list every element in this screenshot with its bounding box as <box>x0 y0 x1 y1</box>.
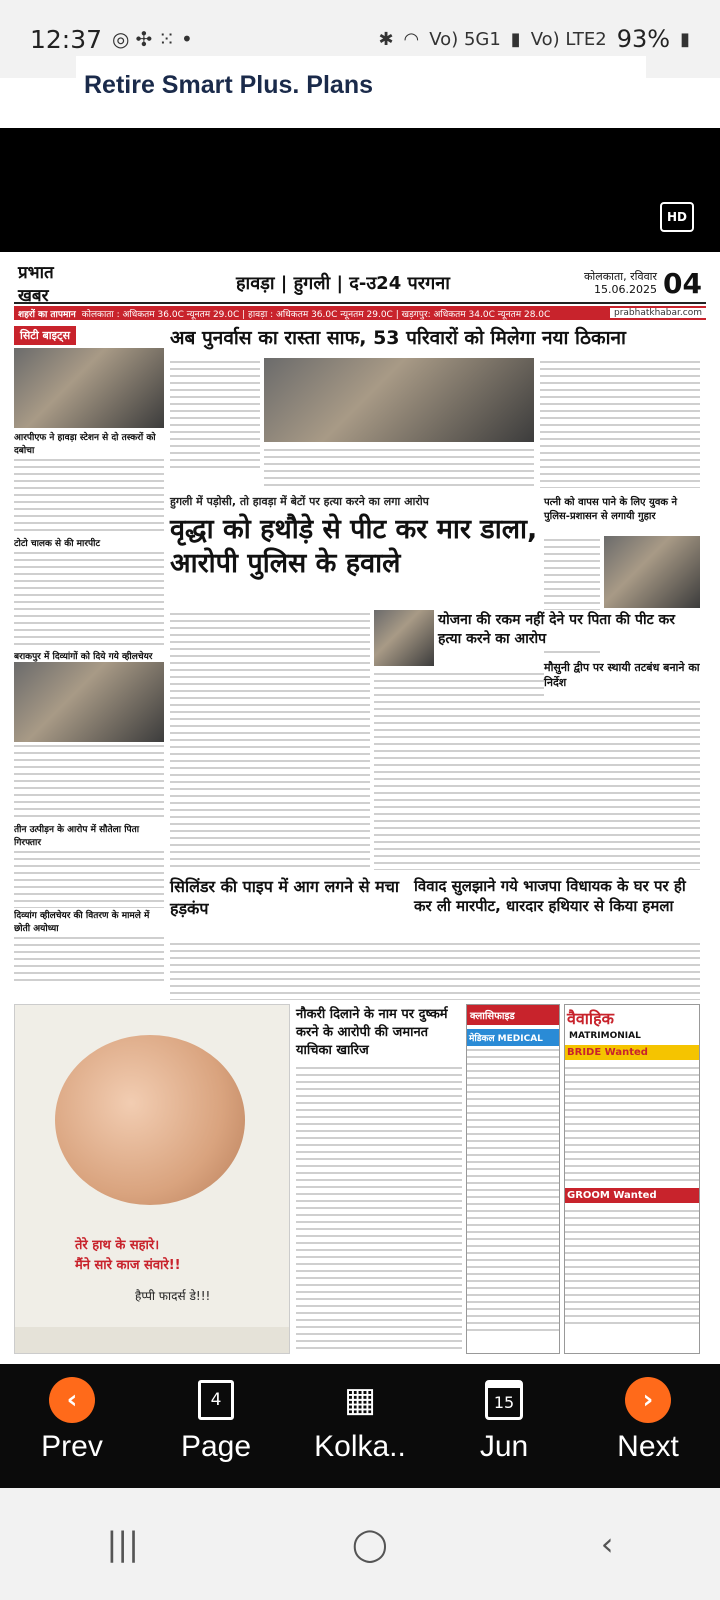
date-block <box>584 270 663 296</box>
news-photo <box>264 358 534 442</box>
medical-header: मेडिकल MEDICAL <box>467 1029 559 1046</box>
classified-header: क्लासिफाइड <box>467 1005 559 1025</box>
classified-column <box>466 1004 560 1354</box>
left-column <box>14 324 164 994</box>
murder-headline: वृद्धा को हथौड़े से पीट कर मार डाला, आरोपी पुलिस के हवाले <box>170 514 538 579</box>
small-headline: तीन उत्पीड़न के आरोप में सौतेला पिता गिरफ्तार <box>14 825 140 848</box>
article-text <box>14 549 164 649</box>
newspaper-logo: प्रभात खबर <box>18 264 54 306</box>
next-label: Next <box>617 1430 679 1463</box>
article-text <box>540 358 700 488</box>
chevron-left-icon: ‹ <box>49 1377 95 1423</box>
notification-icons <box>112 27 193 51</box>
article-text <box>264 446 534 486</box>
ad-line-3: हैप्पी फादर्स डे!!! <box>135 1289 211 1303</box>
signal-icon: ▮ <box>510 28 521 50</box>
system-navigation-bar <box>0 1488 720 1600</box>
viewer-dark-area <box>0 128 720 252</box>
small-headline: आरपीएफ ने हावड़ा स्टेशन से दो तस्करों को दबोचा <box>14 433 156 456</box>
main-story <box>170 324 700 354</box>
prev-label: Prev <box>41 1430 103 1463</box>
battery-level: 93% <box>616 25 671 53</box>
fathers-day-ad[interactable] <box>14 1004 290 1354</box>
month-label: Jun <box>479 1430 529 1463</box>
network-label-1: Vo) 5G1 <box>429 28 501 50</box>
newspaper-page[interactable] <box>14 264 706 1358</box>
small-headline: बराकपुर में दिव्यांगों को दिये गये व्हीलचेयर <box>14 652 153 662</box>
city-bites-label: सिटी बाइट्स <box>14 326 76 345</box>
matrimonial-column <box>564 1004 700 1354</box>
murder-story <box>170 494 540 604</box>
ad-text: Retire Smart Plus. Plans <box>84 70 374 99</box>
article-text <box>374 670 700 870</box>
calendar-icon: 15 <box>485 1380 523 1420</box>
hands-image <box>55 1035 245 1205</box>
edition-button[interactable] <box>295 1376 425 1464</box>
issue-date: 15.06.2025 <box>594 283 658 296</box>
wifi-icon: ◠ <box>403 28 420 50</box>
wife-headline: पत्नी को वापस पाने के लिए युवक ने पुलिस-प्रशासन से लगायी गुहार <box>544 497 678 522</box>
page-number: 04 <box>663 266 702 300</box>
article-text <box>170 358 260 468</box>
masthead <box>14 264 706 304</box>
cylinder-story <box>170 876 410 936</box>
network-label-2: Vo) LTE2 <box>530 28 607 50</box>
page-label: Page <box>180 1430 252 1463</box>
article-text <box>170 610 370 870</box>
matrimonial-text <box>565 1207 699 1327</box>
cylinder-headline: सिलिंडर की पाइप में आग लगने से मचा हड़कंप <box>170 877 400 918</box>
matrimonial-subtitle: MATRIMONIAL <box>569 1031 641 1041</box>
news-photo <box>14 348 164 428</box>
job-story <box>296 1004 462 1064</box>
temp-values: कोलकाता : अधिकतम 36.0C न्यूनतम 29.0C | हावड़ा : अधिकतम 36.0C न्यूनतम 29.0C | खड़गपुर: अधिकतम 34.0C न्यूनतम 28.0C <box>81 309 551 320</box>
classified-text <box>467 1046 559 1336</box>
couple-photo <box>604 536 700 608</box>
article-text <box>14 456 164 536</box>
scheme-story <box>438 610 698 650</box>
back-icon[interactable]: ‹ <box>600 1525 614 1563</box>
city-day: कोलकाता, रविवार <box>583 270 658 283</box>
clock: 12:37 <box>30 24 103 54</box>
news-photo <box>14 662 164 742</box>
bluetooth-icon: ✱ <box>378 28 394 50</box>
groom-wanted-label: GROOM Wanted <box>565 1188 699 1203</box>
moushmi-story <box>544 660 700 700</box>
job-headline: नौकरी दिलाने के नाम पर दुष्कर्म करने के आरोपी की जमानत याचिका खारिज <box>296 1007 448 1058</box>
hd-toggle-button[interactable]: HD <box>660 202 694 232</box>
date-button[interactable] <box>439 1376 569 1464</box>
dot-icon: • <box>181 27 193 51</box>
recent-apps-icon[interactable]: ||| <box>106 1525 139 1563</box>
crime-graphic <box>374 610 434 666</box>
ad-line-2: मैंने सारे काज संवारे!! <box>75 1258 181 1273</box>
small-headline: टोटो चालक से की मारपीट <box>14 539 101 549</box>
app-grid2-icon: ⁙ <box>158 27 176 51</box>
site-url: prabhatkhabar.com <box>610 308 706 318</box>
article-text <box>14 848 164 908</box>
article-text <box>170 940 700 1000</box>
app-grid-icon: ✣ <box>135 27 153 51</box>
whatsapp-icon: ◎ <box>112 27 130 51</box>
ad-banner[interactable] <box>76 56 646 114</box>
next-button[interactable] <box>583 1376 713 1464</box>
chevron-right-icon: › <box>625 1377 671 1423</box>
article-text <box>296 1064 462 1354</box>
main-headline: अब पुनर्वास का रास्ता साफ, 53 परिवारों को मिलेगा नया ठिकाना <box>170 327 626 349</box>
page-icon: 4 <box>198 1380 234 1420</box>
ad-line-1: तेरे हाथ के सहारे। <box>75 1238 160 1253</box>
temp-label: शहरों का तापमान <box>18 309 76 320</box>
building-icon: ▦ <box>343 1380 377 1420</box>
kicker: हुगली में पड़ोसी, तो हावड़ा में बेटों पर हत्या करने का लगा आरोप <box>170 495 429 508</box>
home-icon[interactable]: ◯ <box>351 1525 388 1563</box>
article-text <box>14 934 164 984</box>
mla-headline: विवाद सुलझाने गये भाजपा विधायक के घर पर ही कर ली मारपीट, धारदार हथियार से किया हमला <box>414 877 686 915</box>
prev-button[interactable] <box>7 1376 137 1464</box>
bride-wanted-label: BRIDE Wanted <box>565 1045 699 1060</box>
mla-story <box>414 876 700 936</box>
small-headline: दिव्यांग व्हीलचेयर की वितरण के मामले में छोती अयोध्या <box>14 911 150 934</box>
scheme-headline: योजना की रकम नहीं देने पर पिता की पीट कर हत्या करने का आरोप <box>438 612 676 647</box>
ad-footer <box>15 1327 289 1353</box>
temperature-bar <box>14 306 706 320</box>
region-title: हावड़ा | हुगली | द-उ24 परगना <box>236 273 450 294</box>
moushmi-headline: मौसुनी द्वीप पर स्थायी तटबंध बनाने का निर्देश <box>544 661 700 689</box>
page-button[interactable] <box>151 1376 281 1464</box>
matrimonial-text <box>565 1064 699 1184</box>
bottom-navigation <box>0 1364 720 1488</box>
article-text <box>14 742 164 822</box>
matrimonial-title: वैवाहिक <box>567 1009 614 1028</box>
battery-icon: ▮ <box>680 28 690 50</box>
edition-label: Kolka.. <box>314 1430 406 1463</box>
